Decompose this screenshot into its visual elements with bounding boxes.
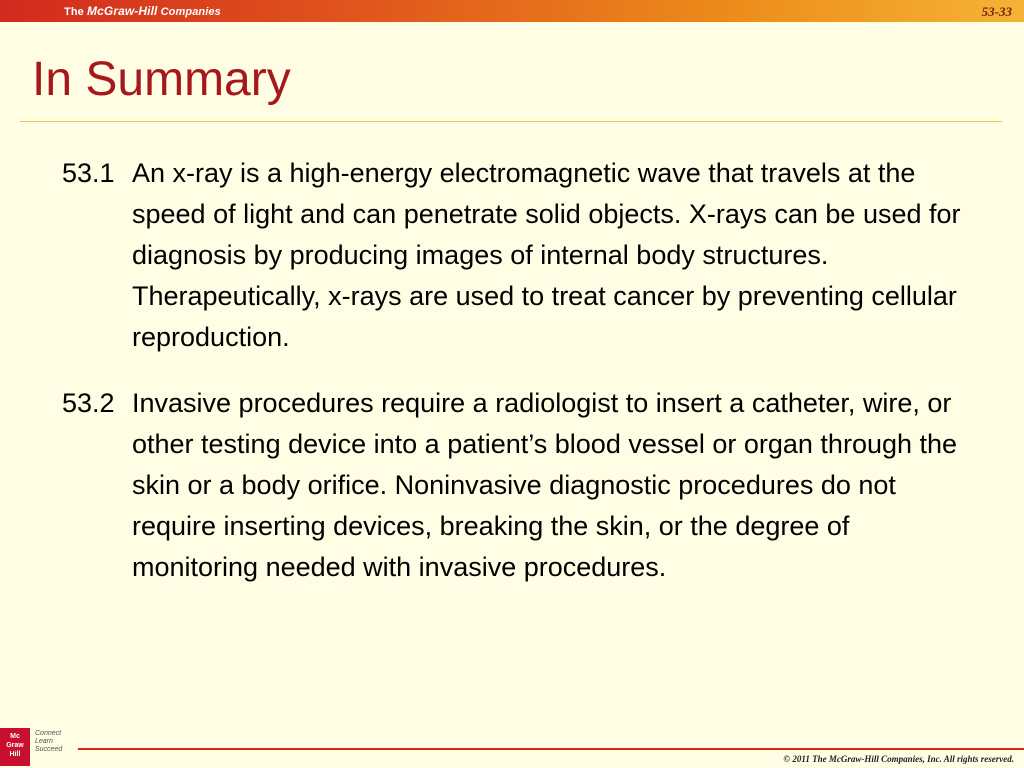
- tagline-line: Connect: [35, 730, 62, 737]
- summary-item-text: An x-ray is a high-energy electromagnetic wave that travels at the speed of light and can penetrate solid objects. X-rays can be used for diagnosis by producing images of internal body structures. Therapeutically, x-rays are used to treat cancer by preventing cellular reproduction.: [132, 158, 961, 352]
- slide-number: 53-33: [981, 4, 1012, 19]
- logo-line: Graw: [6, 742, 24, 749]
- slide-title: In Summary: [32, 53, 291, 106]
- summary-item-number: 53.2: [62, 388, 115, 418]
- brand-suffix: Companies: [160, 6, 221, 18]
- summary-item-number: 53.1: [62, 158, 115, 188]
- summary-item: [62, 383, 972, 588]
- footer-divider: [78, 748, 1024, 750]
- brand-logo: [64, 4, 221, 18]
- brand-name: McGraw-Hill: [87, 4, 158, 18]
- summary-list: [62, 153, 972, 613]
- tagline-line: Learn: [35, 738, 53, 745]
- tagline-line: Succeed: [35, 746, 63, 753]
- summary-item: [62, 153, 972, 358]
- header-bar: [0, 0, 1024, 22]
- brand-the: The: [64, 6, 84, 18]
- logo-line: Hill: [9, 751, 21, 758]
- footer-tagline: [35, 730, 62, 754]
- copyright-notice: © 2011 The McGraw-Hill Companies, Inc. All rights reserved.: [783, 754, 1014, 764]
- mcgraw-hill-logo-icon: [0, 728, 30, 766]
- title-divider: [20, 121, 1002, 122]
- summary-item-text: Invasive procedures require a radiologist to insert a catheter, wire, or other testing device into a patient’s blood vessel or organ through the skin or a body orifice. Noninvasive diagnostic procedures do not require inserting devices, breaking the skin, or the degree of monitoring needed with invasive procedures.: [132, 388, 958, 582]
- logo-line: Mc: [10, 733, 20, 740]
